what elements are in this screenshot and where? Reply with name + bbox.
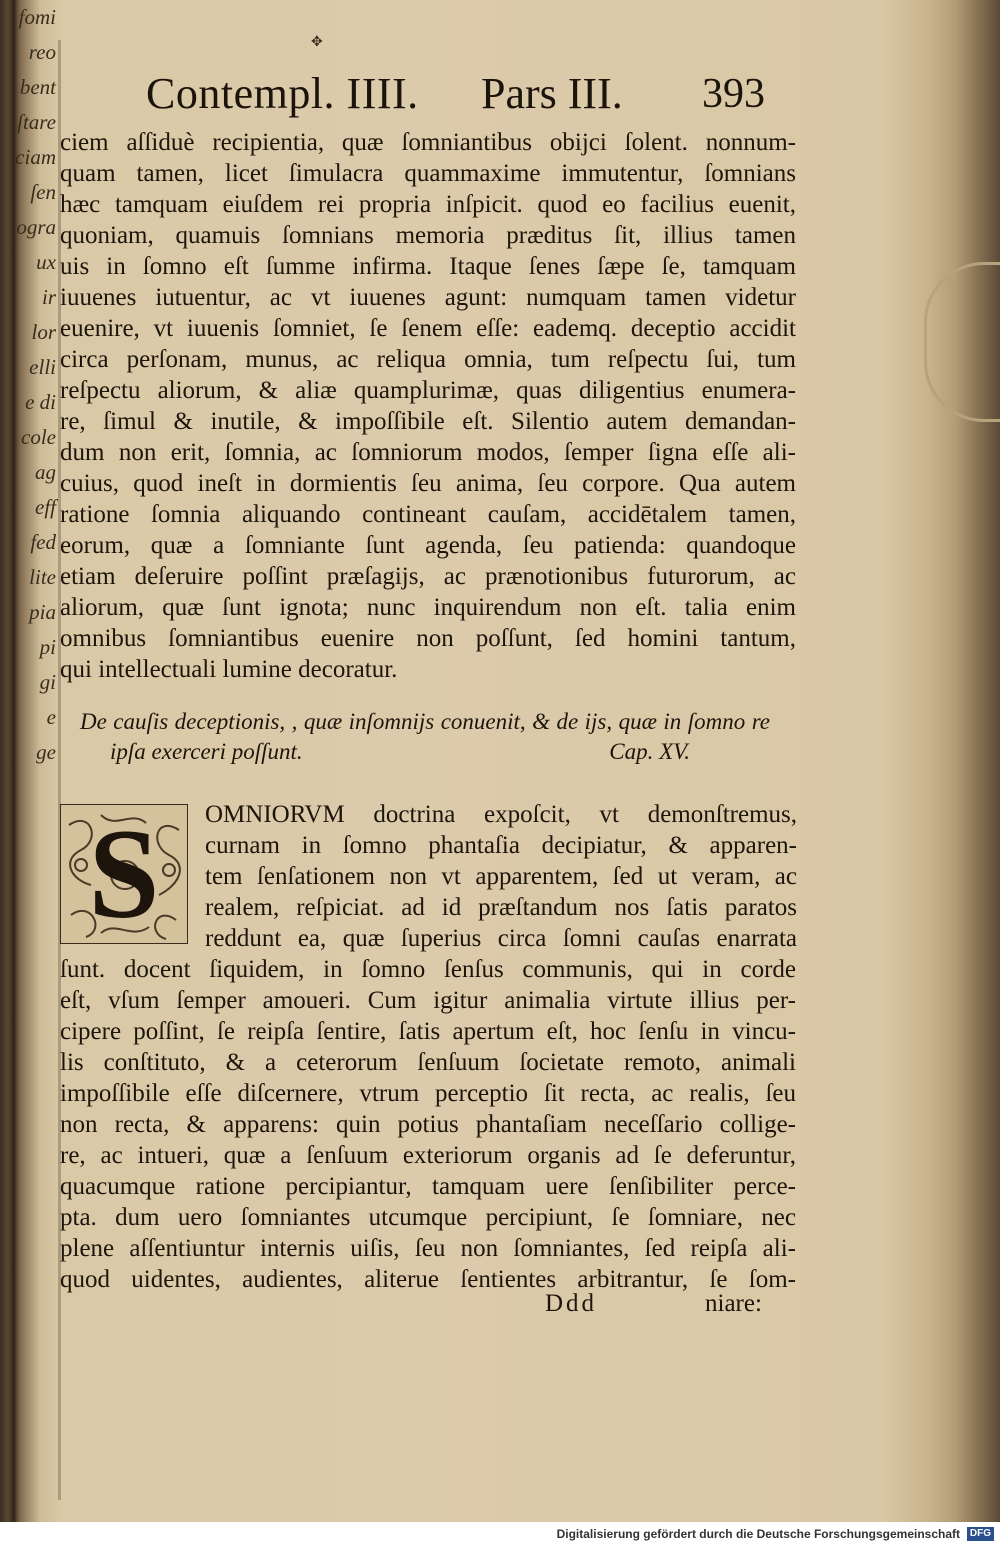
text-line: eſt, vſum ſemper amoueri. Cum igitur animalia virtute illius per-	[60, 987, 796, 1014]
text-line: eorum, quæ a ſomniante ſunt agenda, ſeu patienda: quandoque	[60, 532, 796, 559]
text-line: reddunt ea, quæ ſuperius circa ſomni cauſas enarrata	[205, 925, 797, 952]
text-line: ſunt. docent ſiquidem, in ſomno ſenſus communis, qui in corde	[60, 956, 796, 983]
text-line: ratione ſomnia aliquando contineant cauſam, accidētalem tamen,	[60, 501, 796, 528]
text-line: tem ſenſationem non vt apparentem, ſed ut veram, ac	[205, 863, 797, 890]
previous-page-fragment: lor	[31, 320, 56, 344]
previous-page-fragment: ux	[36, 250, 56, 274]
chapter-title-line-2: ipſa exerceri poſſunt.	[110, 739, 303, 764]
running-head	[146, 68, 806, 128]
signature-mark: Ddd	[545, 1290, 598, 1317]
previous-page-fragment: e	[46, 705, 56, 729]
previous-page-fragment: elli	[29, 355, 56, 379]
previous-page-fragment: pi	[39, 635, 56, 659]
page-number: 393	[702, 71, 765, 117]
page-footer	[60, 1290, 796, 1321]
ink-speck: ✥	[311, 35, 323, 50]
previous-page-fragment: ir	[41, 285, 56, 309]
previous-page-edge	[14, 0, 58, 1522]
text-line: impoſſibile eſſe diſcernere, vtrum perceptio ſit recta, ac realis, ſeu	[60, 1080, 796, 1107]
catchword: niare:	[705, 1290, 762, 1317]
text-line: quod uidentes, audientes, aliterue ſentientes arbitrantur, ſe ſom-	[60, 1266, 796, 1293]
text-line: qui intellectuali lumine decoratur.	[60, 656, 398, 683]
previous-page-fragment: cole	[21, 425, 56, 449]
text-line: aliorum, quæ ſunt ignota; nunc inquirendum non eſt. talia enim	[60, 594, 796, 621]
text-line: cipere poſſint, ſe reipſa ſentire, ſatis apertum eſt, hoc ſenſu in vincu-	[60, 1018, 796, 1045]
previous-page-fragment: bent	[19, 75, 56, 99]
paragraph-2	[60, 954, 796, 1295]
initial-letter: S	[88, 804, 160, 944]
previous-page-fragment: fed	[30, 530, 56, 554]
previous-page-fragment: ſen	[30, 180, 56, 204]
dfg-logo: DFG	[967, 1527, 994, 1541]
previous-page-fragment: fomi	[18, 5, 56, 29]
chapter-heading	[80, 707, 770, 767]
previous-page-fragment: ag	[35, 460, 56, 484]
text-line: iuuenes iutuentur, ac vt iuuenes agunt: numquam tamen videtur	[60, 284, 796, 311]
previous-page-fragment: eff	[35, 495, 56, 519]
paragraph-1	[60, 127, 796, 685]
previous-page-fragment: gi	[39, 670, 56, 694]
running-head-title: Contempl. IIII.	[146, 69, 419, 118]
page-clip	[924, 262, 1000, 422]
text-line: etiam deſeruire poſſint præſagijs, ac prænotionibus futurorum, ac	[60, 563, 796, 590]
previous-page-fragment: pia	[29, 600, 56, 624]
previous-page-fragment: ciam	[15, 145, 56, 169]
chapter-number: Cap. XV.	[609, 739, 690, 764]
text-line: quoniam, quamuis ſomnians memoria præditus ſit, illius tamen	[60, 222, 796, 249]
text-line: ciem aſſiduè recipientia, quæ ſomniantibus obijci ſolent. nonnum-	[60, 129, 796, 156]
running-head-part: Pars III.	[481, 69, 623, 118]
text-line: dum non erit, ſomnia, ac ſomniorum modos, ſemper ſigna eſſe ali-	[60, 439, 796, 466]
text-line: re, ſimul & inutile, & impoſſibile eſt. Silentio autem demandan-	[60, 408, 796, 435]
text-line: uis in ſomno eſt ſumme infirma. Itaque ſenes ſæpe ſe, tamquam	[60, 253, 796, 280]
previous-page-fragment: ogra	[16, 215, 56, 239]
text-line: OMNIORVM doctrina expoſcit, vt demonſtremus,	[205, 801, 797, 828]
decorated-initial	[60, 804, 188, 944]
previous-page-fragment: reo	[28, 40, 56, 64]
text-line: hæc tamquam eiuſdem rei propria inſpicit. quod eo facilius euenit,	[60, 191, 796, 218]
text-line: lis conſtituto, & a ceterorum ſenſuum ſocietate remoto, animali	[60, 1049, 796, 1076]
text-line: re, ac intueri, quæ a ſenſuum exteriorum organis ad ſe deferuntur,	[60, 1142, 796, 1169]
previous-page-fragment: e di	[25, 390, 56, 414]
text-line: reſpectu aliorum, & aliæ quamplurimæ, quas diligentius enumera-	[60, 377, 796, 404]
text-line: circa perſonam, munus, ac reliqua omnia, tum reſpectu ſui, tum	[60, 346, 796, 373]
digitization-credit-bar	[0, 1522, 1000, 1546]
previous-page-fragment: lite	[29, 565, 56, 589]
digitization-credit: Digitalisierung gefördert durch die Deutsche Forschungsgemeinschaft	[556, 1527, 960, 1541]
text-line: pta. dum uero ſomniantes utcumque percipiunt, ſe ſomniare, nec	[60, 1204, 796, 1231]
text-line: quam tamen, licet ſimulacra quammaxime immutentur, ſomnians	[60, 160, 796, 187]
previous-page-fragment: ge	[36, 740, 56, 764]
previous-page-fragment: ſtare	[17, 110, 56, 134]
text-line: cuius, quod ineſt in dormientis ſeu anima, ſeu corpore. Qua autem	[60, 470, 796, 497]
text-line: curnam in ſomno phantaſia decipiatur, & apparen-	[205, 832, 797, 859]
chapter-title-line: De cauſis deceptionis, , quæ inſomnijs conuenit, & de ijs, quæ in ſomno re	[80, 709, 770, 734]
text-line: quacumque ratione percipiantur, tamquam uere ſenſibiliter perce-	[60, 1173, 796, 1200]
text-line: omnibus ſomniantibus euenire non poſſunt, ſed homini tantum,	[60, 625, 796, 652]
text-line: non recta, & apparens: quin potius phantaſiam neceſſario collige-	[60, 1111, 796, 1138]
text-line: euenire, vt iuuenis ſomniet, ſe ſenem eſſe: eademq. deceptio accidit	[60, 315, 796, 342]
text-line: plene aſſentiuntur internis uiſis, ſeu non ſomniantes, ſed reipſa ali-	[60, 1235, 796, 1262]
text-line: realem, reſpiciat. ad id præſtandum nos ſatis paratos	[205, 894, 797, 921]
paragraph-2-indented	[205, 799, 797, 954]
